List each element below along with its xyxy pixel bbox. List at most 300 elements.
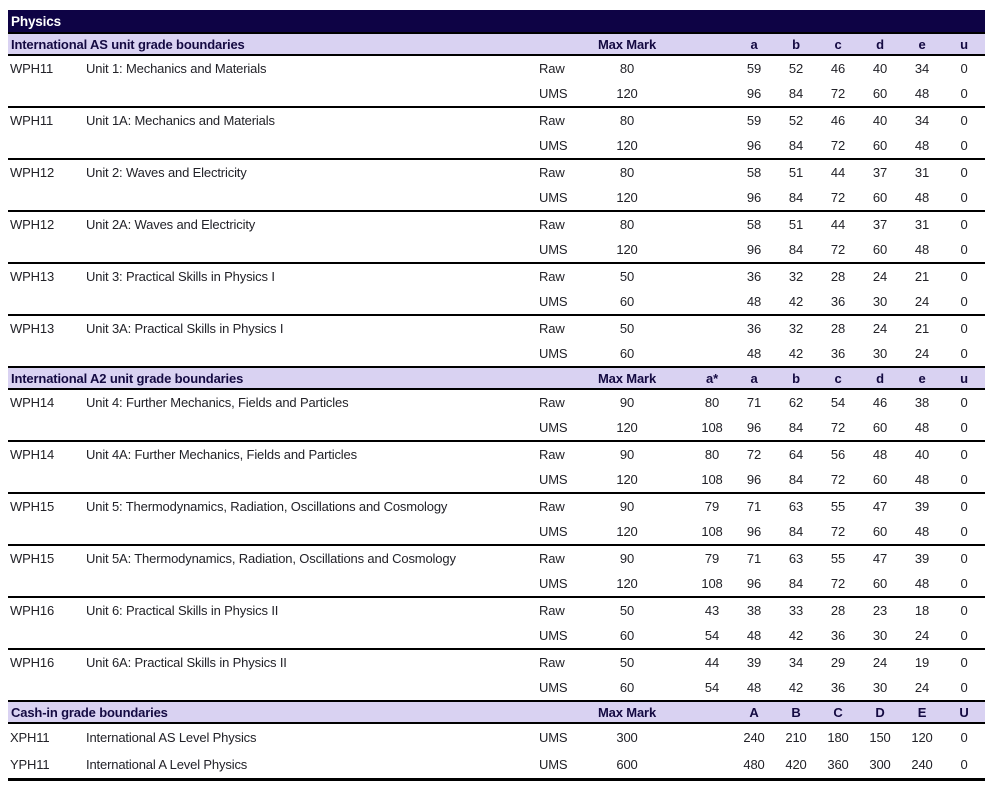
grade-boundary-value: 34 (914, 113, 930, 128)
grade-boundary-value: 48 (914, 576, 930, 591)
mark-type-label: Raw (539, 603, 565, 618)
max-mark-value: 50 (619, 655, 635, 670)
grade-boundary-value: 84 (788, 86, 804, 101)
grade-boundary-value: 0 (960, 551, 968, 566)
max-mark-value: 120 (616, 576, 638, 591)
grade-boundary-value: 31 (914, 165, 930, 180)
max-mark-value: 600 (616, 757, 638, 772)
unit-data-row (8, 675, 985, 700)
max-mark-value: 60 (619, 346, 635, 361)
max-mark-value: 60 (619, 680, 635, 695)
grade-boundary-value: 80 (704, 395, 720, 410)
grade-boundary-value: 72 (830, 242, 846, 257)
grade-boundary-value: 0 (960, 628, 968, 643)
mark-type-label: Raw (539, 551, 565, 566)
grade-boundary-value: 48 (914, 524, 930, 539)
grade-boundary-value: 60 (872, 576, 888, 591)
grade-boundary-value: 29 (830, 655, 846, 670)
section-title: International A2 unit grade boundaries (11, 370, 244, 386)
grade-boundary-value: 36 (830, 680, 846, 695)
grade-boundary-value: 0 (960, 321, 968, 336)
grade-boundary-value: 34 (788, 655, 804, 670)
grade-boundary-value: 96 (746, 576, 762, 591)
max-mark-value: 50 (619, 321, 635, 336)
grade-boundary-value: 71 (746, 551, 762, 566)
unit-name: Unit 5A: Thermodynamics, Radiation, Oscillations and Cosmology (86, 551, 456, 566)
grade-column-header: d (876, 370, 884, 386)
grade-boundary-value: 0 (960, 138, 968, 153)
grade-boundary-value: 28 (830, 321, 846, 336)
grade-column-header: a (750, 370, 758, 386)
mark-type-label: UMS (539, 190, 568, 205)
grade-boundary-value: 48 (746, 346, 762, 361)
grade-boundary-value: 24 (914, 346, 930, 361)
mark-type-label: Raw (539, 269, 565, 284)
unit-code: WPH15 (10, 499, 55, 514)
section-header-row (8, 368, 985, 390)
grade-boundary-value: 42 (788, 680, 804, 695)
grade-boundary-value: 96 (746, 86, 762, 101)
grade-boundary-value: 24 (914, 294, 930, 309)
unit-group (8, 751, 985, 778)
grade-boundaries-table (8, 34, 985, 778)
grade-boundary-value: 108 (701, 576, 723, 591)
grade-boundary-value: 84 (788, 242, 804, 257)
grade-boundary-value: 33 (788, 603, 804, 618)
grade-boundary-value: 71 (746, 395, 762, 410)
grade-boundary-value: 58 (746, 165, 762, 180)
max-mark-column-header: Max Mark (597, 370, 657, 386)
grade-boundary-value: 21 (914, 269, 930, 284)
max-mark-value: 120 (616, 86, 638, 101)
unit-name: Unit 3A: Practical Skills in Physics I (86, 321, 284, 336)
grade-boundary-value: 37 (872, 217, 888, 232)
max-mark-value: 120 (616, 138, 638, 153)
grade-boundary-value: 40 (872, 113, 888, 128)
grade-boundary-value: 0 (960, 395, 968, 410)
unit-data-row (8, 390, 985, 415)
mark-type-label: UMS (539, 524, 568, 539)
grade-boundary-value: 72 (746, 447, 762, 462)
unit-group (8, 598, 985, 650)
unit-code: WPH13 (10, 321, 55, 336)
unit-name: International AS Level Physics (86, 730, 257, 745)
grade-boundary-value: 360 (827, 757, 849, 772)
max-mark-value: 60 (619, 628, 635, 643)
grade-boundary-value: 24 (872, 321, 888, 336)
grade-boundary-value: 63 (788, 551, 804, 566)
max-mark-value: 50 (619, 269, 635, 284)
grade-boundary-value: 72 (830, 472, 846, 487)
unit-name: Unit 3: Practical Skills in Physics I (86, 269, 275, 284)
grade-boundary-value: 59 (746, 61, 762, 76)
grade-boundary-value: 48 (914, 190, 930, 205)
grade-boundary-value: 54 (830, 395, 846, 410)
grade-boundary-value: 62 (788, 395, 804, 410)
unit-data-row (8, 81, 985, 106)
grade-boundary-value: 38 (746, 603, 762, 618)
subject-title-bar (8, 10, 985, 34)
page (0, 10, 992, 811)
grade-boundary-value: 80 (704, 447, 720, 462)
unit-group (8, 546, 985, 598)
grade-boundary-value: 47 (872, 499, 888, 514)
grade-boundary-value: 96 (746, 472, 762, 487)
mark-type-label: Raw (539, 499, 565, 514)
grade-column-header: a (750, 36, 758, 52)
section (8, 34, 985, 368)
grade-boundary-value: 48 (872, 447, 888, 462)
grade-column-header: B (791, 704, 801, 720)
section (8, 702, 985, 778)
grade-boundary-value: 32 (788, 321, 804, 336)
grade-boundary-value: 34 (914, 61, 930, 76)
grade-boundary-value: 28 (830, 603, 846, 618)
grade-boundary-value: 71 (746, 499, 762, 514)
unit-name: Unit 1: Mechanics and Materials (86, 61, 267, 76)
grade-boundary-value: 39 (746, 655, 762, 670)
grade-boundary-value: 40 (872, 61, 888, 76)
grade-boundary-value: 180 (827, 730, 849, 745)
grade-boundary-value: 55 (830, 551, 846, 566)
grade-boundary-value: 150 (869, 730, 891, 745)
unit-group (8, 442, 985, 494)
grade-boundary-value: 120 (911, 730, 933, 745)
grade-boundary-value: 30 (872, 294, 888, 309)
unit-data-row (8, 289, 985, 314)
grade-boundary-value: 42 (788, 346, 804, 361)
mark-type-label: UMS (539, 757, 568, 772)
grade-boundary-value: 0 (960, 420, 968, 435)
max-mark-value: 90 (619, 395, 635, 410)
grade-boundary-value: 37 (872, 165, 888, 180)
unit-code: WPH11 (10, 113, 54, 128)
unit-group (8, 316, 985, 368)
max-mark-value: 80 (619, 217, 635, 232)
grade-boundary-value: 58 (746, 217, 762, 232)
grade-boundary-value: 46 (830, 61, 846, 76)
grade-boundary-value: 36 (830, 346, 846, 361)
unit-data-row (8, 724, 985, 751)
grade-boundary-value: 46 (872, 395, 888, 410)
grade-boundary-value: 48 (914, 138, 930, 153)
max-mark-value: 90 (619, 551, 635, 566)
grade-boundary-value: 51 (788, 165, 804, 180)
unit-code: WPH14 (10, 395, 55, 410)
grade-boundary-value: 0 (960, 269, 968, 284)
grade-boundary-value: 0 (960, 499, 968, 514)
grade-boundary-value: 72 (830, 138, 846, 153)
max-mark-value: 120 (616, 190, 638, 205)
grade-boundary-value: 300 (869, 757, 891, 772)
grade-boundary-value: 60 (872, 242, 888, 257)
grade-boundary-value: 79 (704, 551, 720, 566)
grade-boundary-value: 84 (788, 420, 804, 435)
grade-boundary-value: 36 (746, 321, 762, 336)
grade-boundary-value: 240 (743, 730, 765, 745)
max-mark-value: 120 (616, 420, 638, 435)
grade-boundary-value: 420 (785, 757, 807, 772)
unit-code: WPH13 (10, 269, 55, 284)
mark-type-label: UMS (539, 576, 568, 591)
grade-column-header: b (792, 370, 800, 386)
grade-boundary-value: 44 (830, 165, 846, 180)
grade-boundary-value: 0 (960, 576, 968, 591)
unit-data-row (8, 56, 985, 81)
unit-code: YPH11 (10, 757, 50, 772)
grade-boundary-value: 60 (872, 472, 888, 487)
unit-name: Unit 1A: Mechanics and Materials (86, 113, 275, 128)
grade-boundary-value: 0 (960, 190, 968, 205)
grade-column-header: U (959, 704, 969, 720)
mark-type-label: Raw (539, 395, 565, 410)
unit-group (8, 160, 985, 212)
grade-boundary-value: 96 (746, 420, 762, 435)
grade-boundary-value: 55 (830, 499, 846, 514)
unit-group (8, 264, 985, 316)
max-mark-value: 120 (616, 472, 638, 487)
unit-data-row (8, 494, 985, 519)
grade-boundary-value: 43 (704, 603, 720, 618)
grade-boundary-value: 48 (746, 628, 762, 643)
unit-data-row (8, 415, 985, 440)
unit-code: WPH15 (10, 551, 55, 566)
grade-boundary-value: 0 (960, 165, 968, 180)
mark-type-label: UMS (539, 420, 568, 435)
subject-title: Physics (11, 14, 61, 29)
grade-boundary-value: 40 (914, 447, 930, 462)
grade-boundary-value: 0 (960, 680, 968, 695)
grade-boundary-value: 48 (914, 242, 930, 257)
grade-boundary-value: 24 (914, 680, 930, 695)
grade-boundary-value: 480 (743, 757, 765, 772)
grade-boundary-value: 24 (872, 655, 888, 670)
grade-boundary-value: 30 (872, 680, 888, 695)
unit-group (8, 108, 985, 160)
grade-boundary-value: 0 (960, 447, 968, 462)
grade-boundary-value: 0 (960, 472, 968, 487)
grade-boundary-value: 24 (872, 269, 888, 284)
grade-boundary-value: 60 (872, 86, 888, 101)
unit-data-row (8, 133, 985, 158)
unit-data-row (8, 264, 985, 289)
grade-boundary-value: 44 (704, 655, 720, 670)
grade-boundary-value: 59 (746, 113, 762, 128)
mark-type-label: Raw (539, 165, 565, 180)
section-header-row (8, 702, 985, 724)
unit-code: WPH11 (10, 61, 54, 76)
grade-boundary-value: 18 (914, 603, 930, 618)
grade-boundary-value: 0 (960, 346, 968, 361)
mark-type-label: UMS (539, 680, 568, 695)
grade-boundary-value: 0 (960, 61, 968, 76)
grade-boundary-value: 38 (914, 395, 930, 410)
mark-type-label: UMS (539, 346, 568, 361)
grade-boundary-value: 47 (872, 551, 888, 566)
grade-boundary-value: 60 (872, 138, 888, 153)
grade-boundary-value: 39 (914, 551, 930, 566)
grade-boundary-value: 240 (911, 757, 933, 772)
max-mark-value: 90 (619, 447, 635, 462)
grade-boundary-value: 60 (872, 524, 888, 539)
unit-data-row (8, 316, 985, 341)
grade-boundary-value: 21 (914, 321, 930, 336)
grade-boundary-value: 30 (872, 628, 888, 643)
unit-code: WPH14 (10, 447, 55, 462)
grade-boundary-value: 36 (746, 269, 762, 284)
unit-name: Unit 4A: Further Mechanics, Fields and Particles (86, 447, 357, 462)
grade-boundary-value: 64 (788, 447, 804, 462)
grade-boundary-value: 0 (960, 603, 968, 618)
grade-boundary-value: 84 (788, 472, 804, 487)
grade-column-header: A (749, 704, 759, 720)
grade-boundary-value: 63 (788, 499, 804, 514)
max-mark-value: 60 (619, 294, 635, 309)
grade-boundary-value: 44 (830, 217, 846, 232)
unit-data-row (8, 546, 985, 571)
section-title: Cash-in grade boundaries (11, 704, 168, 720)
grade-column-header: b (792, 36, 800, 52)
grade-boundary-value: 72 (830, 420, 846, 435)
unit-group (8, 390, 985, 442)
unit-group (8, 724, 985, 751)
grade-boundary-value: 0 (960, 730, 968, 745)
unit-group (8, 650, 985, 702)
unit-name: Unit 6A: Practical Skills in Physics II (86, 655, 287, 670)
unit-code: WPH12 (10, 217, 55, 232)
grade-boundary-value: 48 (914, 420, 930, 435)
mark-type-label: UMS (539, 294, 568, 309)
grade-boundary-value: 72 (830, 86, 846, 101)
grade-boundary-value: 84 (788, 190, 804, 205)
grade-boundary-value: 0 (960, 242, 968, 257)
max-mark-value: 80 (619, 165, 635, 180)
unit-data-row (8, 751, 985, 778)
grade-column-header: C (833, 704, 843, 720)
unit-name: Unit 4: Further Mechanics, Fields and Particles (86, 395, 349, 410)
grade-boundary-value: 60 (872, 190, 888, 205)
grade-boundary-value: 30 (872, 346, 888, 361)
grade-column-header: a* (706, 370, 718, 386)
grade-boundary-value: 79 (704, 499, 720, 514)
mark-type-label: Raw (539, 61, 565, 76)
unit-code: WPH12 (10, 165, 55, 180)
grade-column-header: d (876, 36, 884, 52)
unit-data-row (8, 108, 985, 133)
grade-column-header: e (918, 370, 926, 386)
max-mark-value: 80 (619, 113, 635, 128)
grade-boundary-value: 96 (746, 524, 762, 539)
grade-column-header: E (917, 704, 927, 720)
unit-group (8, 494, 985, 546)
max-mark-value: 120 (616, 242, 638, 257)
grade-boundary-value: 28 (830, 269, 846, 284)
mark-type-label: UMS (539, 730, 568, 745)
grade-boundary-value: 54 (704, 680, 720, 695)
grade-boundary-value: 96 (746, 242, 762, 257)
section-title: International AS unit grade boundaries (11, 36, 245, 52)
grade-boundary-value: 32 (788, 269, 804, 284)
unit-name: Unit 2: Waves and Electricity (86, 165, 247, 180)
grade-boundary-value: 0 (960, 524, 968, 539)
mark-type-label: Raw (539, 321, 565, 336)
unit-data-row (8, 650, 985, 675)
grade-boundary-value: 72 (830, 190, 846, 205)
grade-boundary-value: 108 (701, 524, 723, 539)
grade-column-header: c (834, 370, 842, 386)
grade-boundary-value: 48 (914, 472, 930, 487)
section-header-row (8, 34, 985, 56)
grade-boundary-value: 24 (914, 628, 930, 643)
unit-data-row (8, 185, 985, 210)
grade-boundary-value: 108 (701, 472, 723, 487)
grade-boundary-value: 42 (788, 294, 804, 309)
max-mark-value: 90 (619, 499, 635, 514)
max-mark-value: 120 (616, 524, 638, 539)
grade-boundary-value: 0 (960, 113, 968, 128)
grade-boundary-value: 84 (788, 138, 804, 153)
unit-data-row (8, 212, 985, 237)
grade-boundary-value: 39 (914, 499, 930, 514)
grade-boundary-value: 48 (746, 680, 762, 695)
grade-boundary-value: 54 (704, 628, 720, 643)
grade-boundary-value: 42 (788, 628, 804, 643)
grade-boundary-value: 108 (701, 420, 723, 435)
unit-data-row (8, 571, 985, 596)
grade-boundary-value: 48 (746, 294, 762, 309)
grade-boundary-value: 52 (788, 113, 804, 128)
grade-boundary-value: 0 (960, 217, 968, 232)
grade-boundary-value: 46 (830, 113, 846, 128)
unit-code: XPH11 (10, 730, 50, 745)
grade-boundary-value: 52 (788, 61, 804, 76)
grade-column-header: e (918, 36, 926, 52)
grade-boundary-value: 84 (788, 524, 804, 539)
grade-boundary-value: 96 (746, 190, 762, 205)
mark-type-label: UMS (539, 86, 568, 101)
unit-data-row (8, 598, 985, 623)
mark-type-label: Raw (539, 217, 565, 232)
grade-boundary-value: 48 (914, 86, 930, 101)
unit-data-row (8, 341, 985, 366)
unit-name: Unit 6: Practical Skills in Physics II (86, 603, 279, 618)
grade-boundary-value: 0 (960, 757, 968, 772)
grade-boundary-value: 36 (830, 294, 846, 309)
unit-data-row (8, 623, 985, 648)
unit-data-row (8, 519, 985, 544)
grade-boundary-value: 23 (872, 603, 888, 618)
grade-boundary-value: 84 (788, 576, 804, 591)
grade-boundary-value: 72 (830, 524, 846, 539)
unit-group (8, 212, 985, 264)
mark-type-label: Raw (539, 447, 565, 462)
grade-boundary-value: 51 (788, 217, 804, 232)
grade-boundary-value: 19 (914, 655, 930, 670)
max-mark-column-header: Max Mark (597, 704, 657, 720)
unit-data-row (8, 467, 985, 492)
max-mark-column-header: Max Mark (597, 36, 657, 52)
unit-name: International A Level Physics (86, 757, 248, 772)
unit-data-row (8, 237, 985, 262)
max-mark-value: 80 (619, 61, 635, 76)
grade-boundary-value: 96 (746, 138, 762, 153)
grade-column-header: u (960, 370, 968, 386)
grade-column-header: u (960, 36, 968, 52)
grade-boundary-value: 60 (872, 420, 888, 435)
grade-boundary-value: 72 (830, 576, 846, 591)
grade-boundary-value: 210 (785, 730, 807, 745)
grade-boundary-value: 36 (830, 628, 846, 643)
